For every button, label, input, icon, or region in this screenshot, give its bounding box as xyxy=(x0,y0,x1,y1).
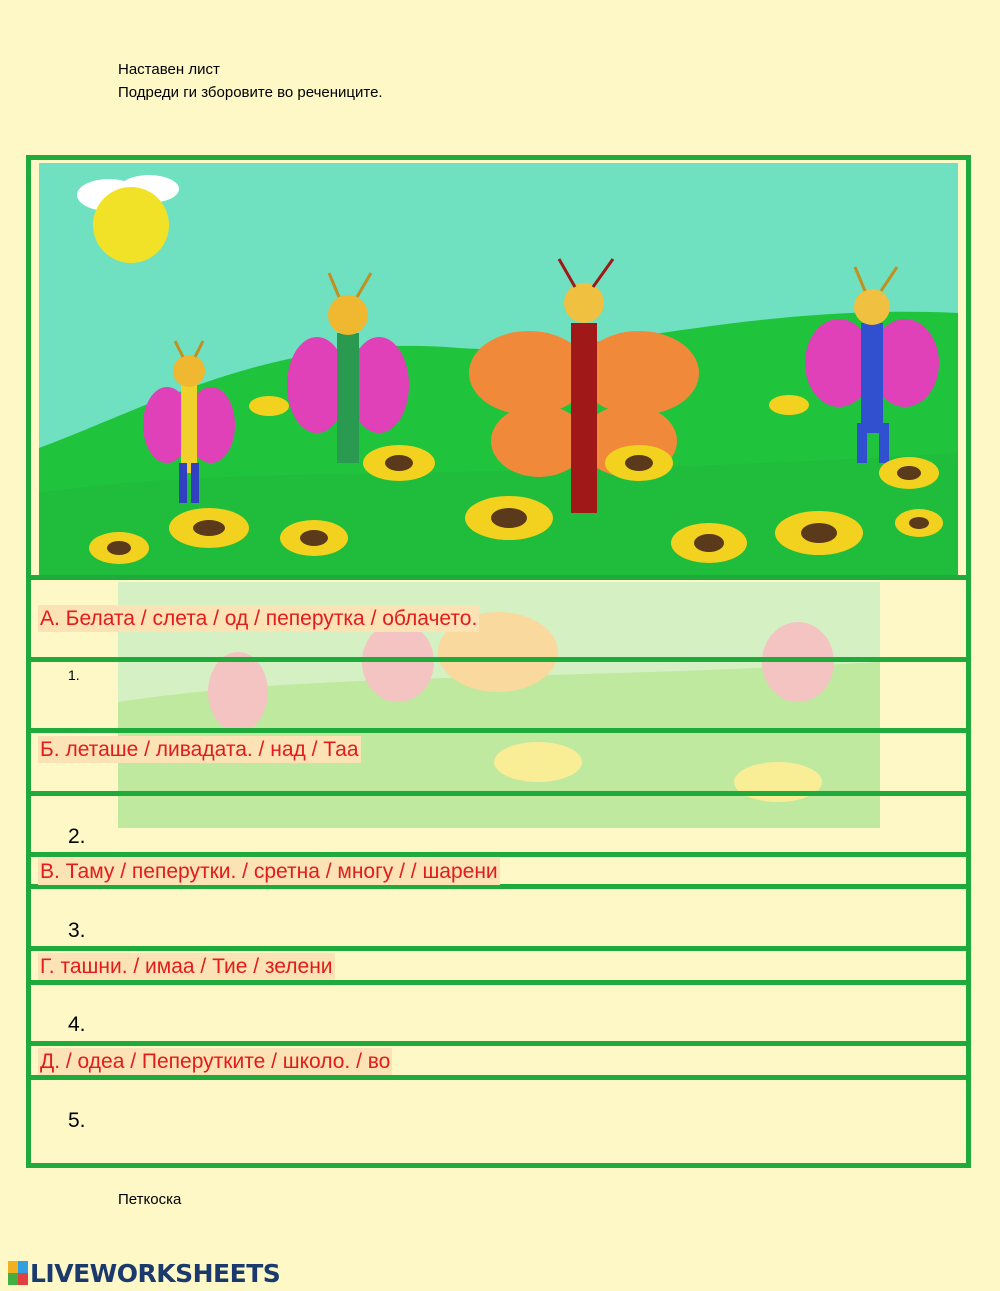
row-divider xyxy=(26,1075,971,1080)
exercise-prompt-d: Г. ташни. / имаа / Тие / зелени xyxy=(40,955,333,978)
answer-field-1[interactable]: 1. xyxy=(68,667,80,683)
answer-field-5[interactable]: 5. xyxy=(68,1109,86,1132)
sun xyxy=(93,187,169,263)
author-name: Петкоска xyxy=(118,1191,182,1208)
exercise-prompt-a: А. Белата / слета / од / пеперутка / облачето. xyxy=(40,607,478,630)
liveworksheets-logo-icon xyxy=(8,1261,28,1285)
row-divider xyxy=(26,946,971,951)
row-divider xyxy=(26,852,971,857)
answer-field-2[interactable]: 2. xyxy=(68,825,86,848)
liveworksheets-brand[interactable] xyxy=(8,1258,280,1288)
exercise-prompt-c: В. Таму / пеперутки. / сретна / многу / / шарени xyxy=(40,860,498,883)
butterfly-meadow-illustration xyxy=(39,163,958,575)
row-divider xyxy=(26,728,971,733)
row-divider xyxy=(26,1041,971,1046)
brand-name: LIVEWORKSHEETS xyxy=(30,1258,281,1288)
answer-field-3[interactable]: 3. xyxy=(68,919,86,942)
answer-field-4[interactable]: 4. xyxy=(68,1013,86,1036)
row-divider xyxy=(26,575,971,580)
exercise-prompt-b: Б. леташе / ливадата. / над / Таа xyxy=(40,738,359,761)
row-divider xyxy=(26,980,971,985)
worksheet-instruction: Подреди ги зборовите во речениците. xyxy=(118,84,383,101)
row-divider xyxy=(26,791,971,796)
worksheet-title: Наставен лист xyxy=(118,61,220,78)
row-divider xyxy=(26,657,971,662)
exercise-prompt-e: Д. / одеа / Пеперутките / школо. / во xyxy=(40,1050,391,1073)
